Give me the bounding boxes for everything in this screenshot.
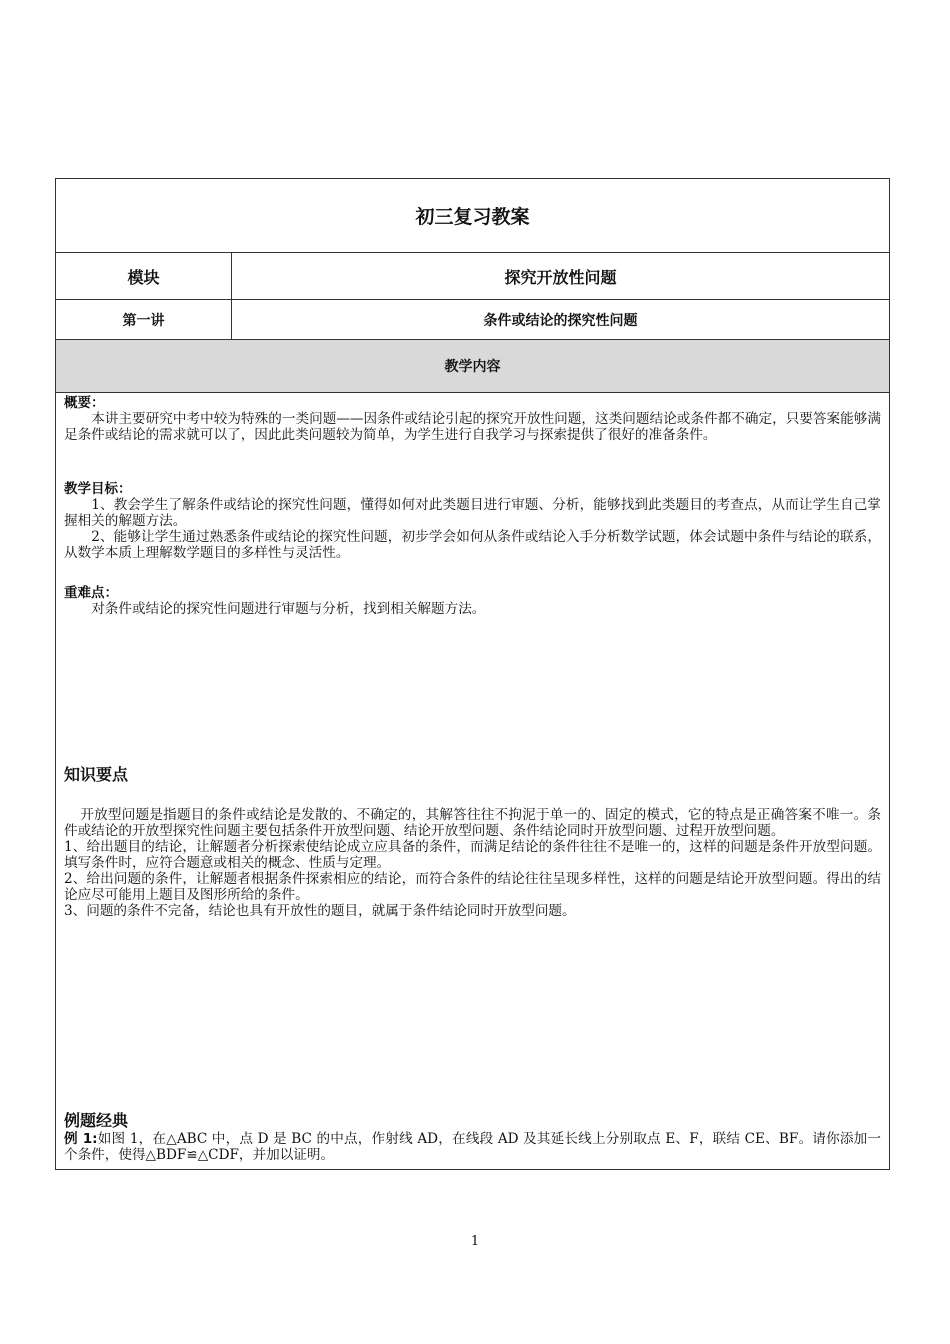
examples-heading: 例题经典 (64, 1111, 129, 1130)
section-header: 教学内容 (56, 340, 889, 393)
knowledge-intro: 开放型问题是指题目的条件或结论是发散的、不确定的，其解答往往不拘泥于单一的、固定的模式，它的特点是正确答案不唯一。条件或结论的开放型探究性问题主要包括条件开放型问题、结论开放型问题、条件结论同时开放型问题、过程开放型问题。 (64, 807, 881, 839)
module-value: 探究开放性问题 (504, 267, 617, 287)
page-number: 1 (470, 1234, 480, 1249)
lecture-label: 第一讲 (56, 300, 232, 339)
overview-text: 本讲主要研究中考中较为特殊的一类问题——因条件或结论引起的探究开放性问题，这类问题结论或条件都不确定，只要答案能够满足条件或结论的需求就可以了，因此此类问题较为简单，为学生进行自我学习与探索提供了很好的准备条件。 (64, 411, 881, 443)
example-1-label: 例 1: (64, 1131, 98, 1147)
goal-item: 2、能够让学生通过熟悉条件或结论的探究性问题，初步学会如何从条件或结论入手分析数学试题，体会试题中条件与结论的联系，从数学本质上理解数学题目的多样性与灵活性。 (64, 529, 881, 561)
goals-block (64, 481, 881, 561)
knowledge-item: 1、给出题目的结论，让解题者分析探索使结论成立应具备的条件，而满足结论的条件往往不是唯一的，这样的问题是条件开放型问题。填写条件时，应符合题意或相关的概念、性质与定理。 (64, 839, 881, 871)
module-label: 模块 (56, 253, 232, 299)
difficulty-label: 重难点： (64, 585, 118, 601)
lecture-row (56, 300, 889, 340)
knowledge-item: 2、给出问题的条件，让解题者根据条件探索相应的结论，而符合条件的结论往往呈现多样性，这样的问题是结论开放型问题。得出的结论应尽可能用上题目及图形所给的条件。 (64, 871, 881, 903)
goals-label: 教学目标： (64, 481, 132, 497)
content-cell (56, 393, 889, 1169)
lesson-plan-table (55, 178, 890, 1170)
document-title: 初三复习教案 (415, 206, 530, 228)
title-row (56, 179, 889, 253)
module-row (56, 253, 889, 300)
overview-block (64, 395, 881, 443)
difficulty-text: 对条件或结论的探究性问题进行审题与分析，找到相关解题方法。 (91, 601, 486, 617)
knowledge-heading: 知识要点 (64, 765, 129, 784)
difficulty-block (64, 585, 881, 617)
overview-label: 概要： (64, 395, 105, 411)
knowledge-item: 3、问题的条件不完备，结论也具有开放性的题目，就属于条件结论同时开放型问题。 (64, 903, 576, 919)
knowledge-block (64, 807, 881, 919)
goal-item: 1、教会学生了解条件或结论的探究性问题，懂得如何对此类题目进行审题、分析，能够找到此类题目的考查点，从而让学生自己掌握相关的解题方法。 (64, 497, 881, 529)
lecture-value: 条件或结论的探究性问题 (483, 312, 638, 329)
example-1 (64, 1131, 881, 1163)
example-1-text: 如图 1，在△ABC 中，点 D 是 BC 的中点，作射线 AD，在线段 AD 及其延长线上分别取点 E、F，联结 CE、BF。请你添加一个条件，使得△BDF≌△CDF，并加以证明。 (64, 1131, 881, 1163)
